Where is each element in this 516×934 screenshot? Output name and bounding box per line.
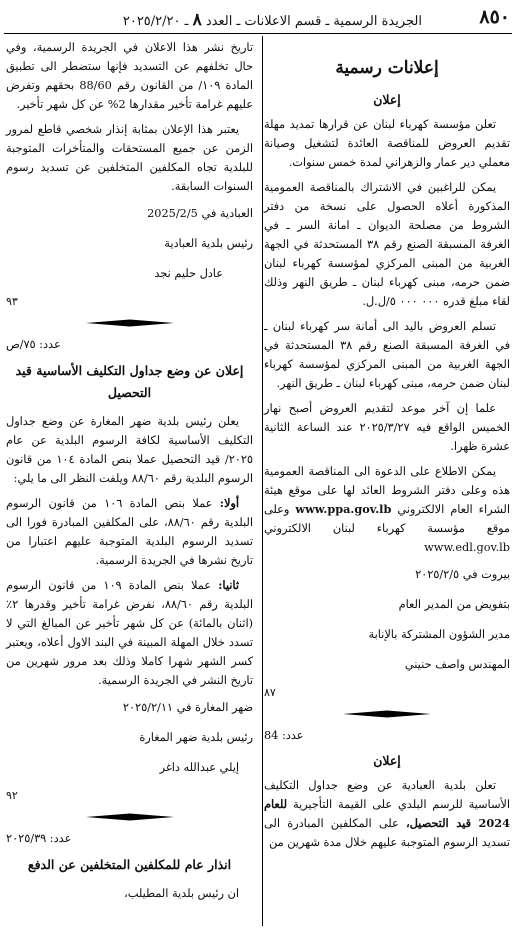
date-line: ضهر المغارة في ٢٠٢٥/٢/١١ — [122, 701, 253, 714]
header-rule — [4, 33, 512, 34]
page-header — [4, 6, 512, 32]
section-divider — [343, 710, 431, 718]
notice-paragraph: تسلم العروض باليد الى أمانة سر كهرباء لبنان ـ في الغرفة المسبقة الصنع رقم ٣٨ المستحدثة في الجهة الغربية من المبنى المركزي لمؤسسة كهرباء لبنان ضمن حرمه، مبنى كهرباء لبنان ـ طريق النهر. — [264, 320, 510, 390]
signature-name: إيلي عبدالله داغر — [159, 761, 239, 774]
right-column — [264, 38, 510, 858]
notice-paragraph: ان رئيس بلدية المطيلب، — [124, 887, 239, 900]
notice-item — [6, 494, 253, 570]
edl-website[interactable]: www.edl.gov.lb — [424, 541, 510, 554]
notice-number: عدد: ٧٥/ص — [6, 338, 61, 351]
running-head-prefix: الجريدة الرسمية ـ قسم الاعلانات ـ العدد — [205, 14, 422, 29]
signature-line: رئيس بلدية العبادية — [164, 237, 253, 250]
notice-paragraph: يمكن للراغبين في الاشتراك بالمناقصة العمومية المذكورة أعلاه الحصول على نسخة من دفتر الشروط من مصلحة الديوان ـ امانة السر ـ في الغرفة المسبقة الصنع رقم ٣٨ المستحدثة في الجهة الغربية من المبنى المركزي لمؤسسة كهرباء لبنان ضمن حرمه، مبنى كهرباء لبنان ـ طريق النهر وذلك لقاء مبلغ قدره ٠٠٠ ٠٠٠ ٥/ل.ل. — [264, 181, 510, 308]
ppa-website[interactable]: www.ppa.gov.lb — [295, 502, 392, 516]
notice-heading: إعلان — [373, 92, 401, 107]
paragraph-text: على المكلفين المبادرة الى تسديد الرسوم المتوجبة عليهم خلال مدة شهرين من — [264, 817, 510, 849]
column-divider — [262, 36, 263, 926]
notice-item — [6, 576, 253, 690]
section-title: إعلانات رسمية — [335, 58, 439, 78]
left-column — [6, 38, 253, 909]
signature-line: رئيس بلدية ضهر المغارة — [139, 731, 253, 744]
item-label: أولا: — [219, 496, 240, 510]
signature-line: بتفويض من المدير العام — [398, 598, 510, 611]
page-number: ٨٥٠ — [479, 6, 510, 28]
notice-paragraph: يعلن رئيس بلدية ضهر المغارة عن وضع جداول التكليف الأساسية لكافة الرسوم البلدية عن عام ٢٠٢٥/ قيد التحصيل عملا بنص المادة ١٠٤ من قانون الرسوم البلدية رقم ٨٨/٦٠ ويلفت النظر الى ما يلي: — [6, 415, 254, 485]
paragraph-text: وعلى موقع مؤسسة كهرباء لبنان الالكتروني — [264, 503, 510, 535]
signature-name: المهندس واصف حنيني — [404, 658, 510, 671]
item-label: ثانيا: — [218, 578, 239, 592]
notice-heading: إعلان — [373, 753, 401, 768]
reference-number: ٨٧ — [264, 686, 276, 699]
reference-number: ٩٣ — [6, 295, 18, 308]
section-divider — [86, 319, 174, 327]
notice-heading: إعلان عن وضع جداول التكليف الأساسية قيد التحصيل — [15, 363, 244, 400]
notice-paragraph — [264, 776, 510, 852]
date-line: العبادية في 2025/2/5 — [147, 207, 253, 220]
signature-name: عادل حليم نجد — [154, 267, 223, 280]
notice-paragraph: تاريخ نشر هذا الاعلان في الجريدة الرسمية، وفي حال تخلفهم عن التسديد فإنها ستضطر الى تطبيق المادة ١٠٩/ من القانون رقم 88/60 بحقهم وتفرض عليهم غرامة تأخير مقدارها 2% عن كل شهر تأخير. — [6, 41, 253, 111]
issue-number: ٨ — [192, 10, 202, 30]
date-line: بيروت في ٢٠٢٥/٢/٥ — [415, 568, 510, 581]
issue-date: ـ ٢٠٢٥/٢/٢٠ — [122, 14, 189, 29]
notice-paragraph: يعتبر هذا الإعلان بمثابة إنذار شخصي قاطع لمرور الزمن عن جميع المستحقات والمتأخرات المتوجبة للبلدية تجاه المكلفين المتخلفين عن تسديد رسوم السنوات السابقة. — [6, 123, 253, 193]
running-head — [123, 10, 422, 30]
item-text: عملا بنص المادة ١٠٩ من قانون الرسوم البلدية رقم ٨٨/٦٠، نفرض غرامة تأخير وقدرها ٢٪ (اثنان بالمائة) عن كل شهر تأخير عن المبالغ التي لا تسدد خلال المهلة المبينة في البند الاول أعلاه، ويعتبر كسر الشهر شهرا كاملا وذلك بعد مرور شهرين من تاريخ النشر في الجريدة الرسمية. — [6, 579, 253, 687]
notice-number: عدد: ٢٠٢٥/٣٩ — [6, 832, 72, 845]
notice-paragraph: تعلن مؤسسة كهرباء لبنان عن قرارها تمديد مهلة تقديم العروض للمناقصة العائدة لتشغيل وصيانة معملي دير عمار والزهراني لمدة خمس سنوات. — [264, 118, 510, 169]
paragraph-text: يمكن الاطلاع على الدعوة الى المناقصة العمومية هذه وعلى دفتر الشروط العائد لها على موقع هيئة الشراء العام الالكتروني — [264, 465, 511, 516]
item-text: عملا بنص المادة ١٠٦ من قانون الرسوم البلدية رقم ٨٨/٦٠، على المكلفين المبادرة فورا الى تسديد الرسوم البلدية المتوجبة عليهم اعتبارا من تاريخ نشرها في الجريدة الرسمية. — [6, 497, 253, 567]
reference-number: ٩٢ — [6, 789, 18, 802]
signature-line: مدير الشؤون المشتركة بالإنابة — [368, 628, 510, 641]
notice-paragraph: علما إن آخر موعد لتقديم العروض أصبح نهار الخميس الواقع فيه ٢٠٢٥/٣/٢٧ عند الساعة الثانية عشرة ظهرا. — [264, 402, 510, 453]
notice-heading: انذار عام للمكلفين المتخلفين عن الدفع — [27, 857, 232, 872]
paragraph-bold-text: للعام 2024 قيد التحصيل، — [264, 797, 510, 830]
notice-number: عدد: 84 — [264, 729, 304, 742]
section-divider — [86, 813, 174, 821]
paragraph-text: تعلن بلدية العبادية عن وضع جداول التكليف الأساسية للرسم البلدي على القيمة التأجيرية — [264, 779, 510, 811]
notice-paragraph — [264, 462, 510, 557]
